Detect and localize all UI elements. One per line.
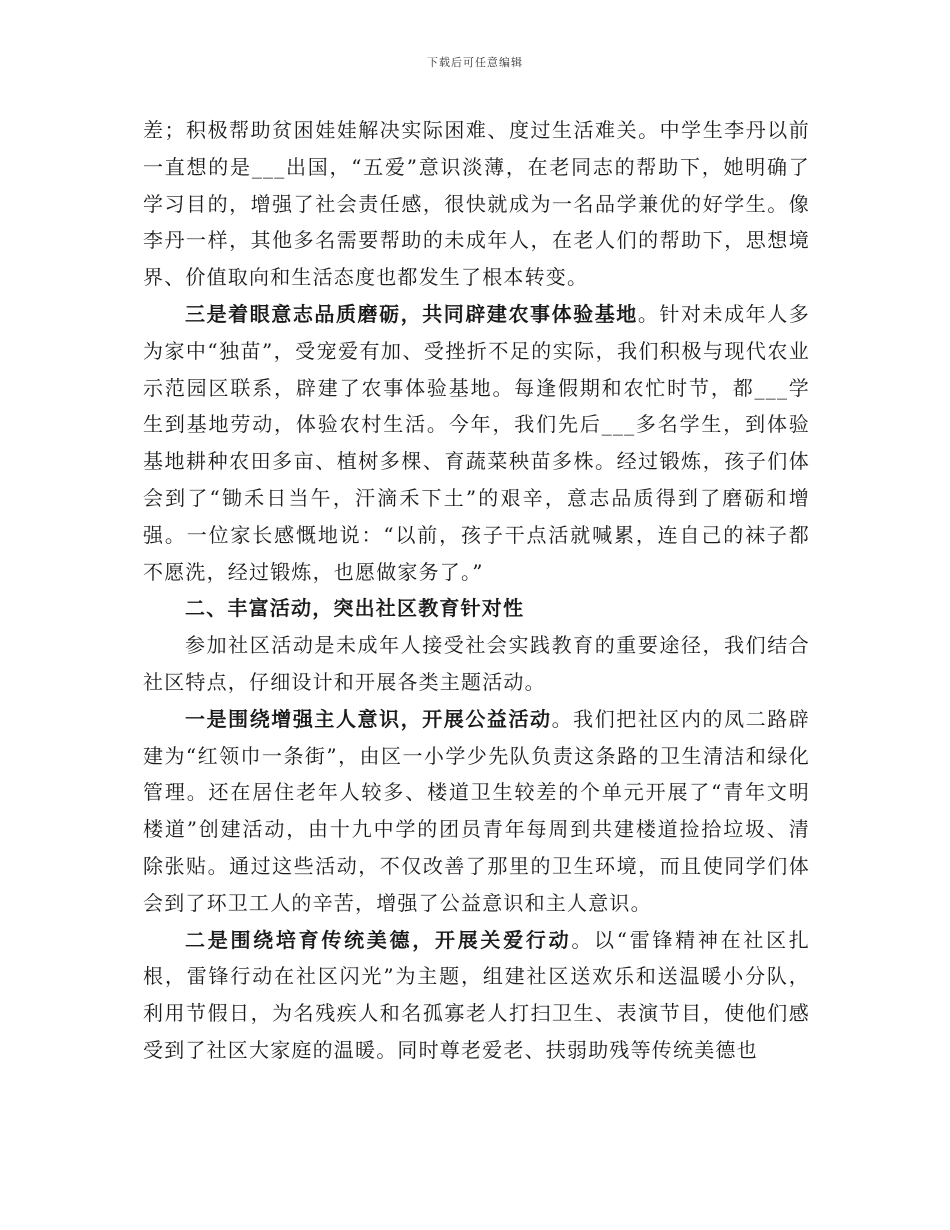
paragraph-body: 。针对未成年人多为家中“独苗”，受宠爱有加、受挫折不足的实际，我们积极与现代农业示范园区联系，辟建了农事体验基地。每逢假期和农忙时节，都___学生到基地劳动，体验农村生活。今年，我们先后___多名学生，到体验基地耕种农田多亩、植树多棵、育蔬菜秧苗多株。经过锻炼，孩子们体会到了“锄禾日当午，汗滴禾下土”的艰辛，意志品质得到了磨砺和增强。一位家长感慨地说：“以前，孩子干点活就喊累，连自己的袜子都不愿洗，经过锻炼，也愿做家务了。” [143,301,810,584]
paragraph-lead: 一是围绕增强主人意识，开展公益活动 [185,706,552,731]
paragraph-intro: 参加社区活动是未成年人接受社会实践教育的重要途径，我们结合社区特点，仔细设计和开展各类主题活动。 [143,633,810,694]
paragraph-farming-base [143,296,810,590]
paragraph-public-welfare [143,701,810,922]
document-body [143,112,810,1069]
paragraph-lead: 二是围绕培育传统美德，开展关爱行动 [185,927,572,952]
paragraph-body: 。我们把社区内的凤二路辟建为“红领巾一条街”，由区一小学少先队负责这条路的卫生清洁和绿化管理。还在居住老年人较多、楼道卫生较差的个单元开展了“青年文明楼道”创建活动，由十九中学的团员青年每周到共建楼道捡拾垃圾、清除张贴。通过这些活动，不仅改善了那里的卫生环境，而且使同学们体会到了环卫工人的辛苦，增强了公益意识和主人意识。 [143,706,810,915]
paragraph-lead: 三是着眼意志品质磨砺，共同辟建农事体验基地 [185,301,638,326]
paragraph-body: 。以“雷锋精神在社区扎根，雷锋行动在社区闪光”为主题，组建社区送欢乐和送温暖小分队，利用节假日，为名残疾人和名孤寡老人打扫卫生、表演节目，使他们感受到了社区大家庭的温暖。同时尊老爱老、扶弱助残等传统美德也 [143,927,810,1062]
section-heading: 二、丰富活动，突出社区教育针对性 [185,596,525,621]
paragraph-continuation: 差；积极帮助贫困娃娃解决实际困难、度过生活难关。中学生李丹以前一直想的是___出国，“五爱”意识淡薄，在老同志的帮助下，她明确了学习目的，增强了社会责任感，很快就成为一名品学兼优的好学生。像李丹一样，其他多名需要帮助的未成年人，在老人们的帮助下，思想境界、价值取向和生活态度也都发生了根本转变。 [143,118,810,290]
paragraph-care-action [143,922,810,1069]
page-header: 下载后可任意编辑 [427,56,523,69]
